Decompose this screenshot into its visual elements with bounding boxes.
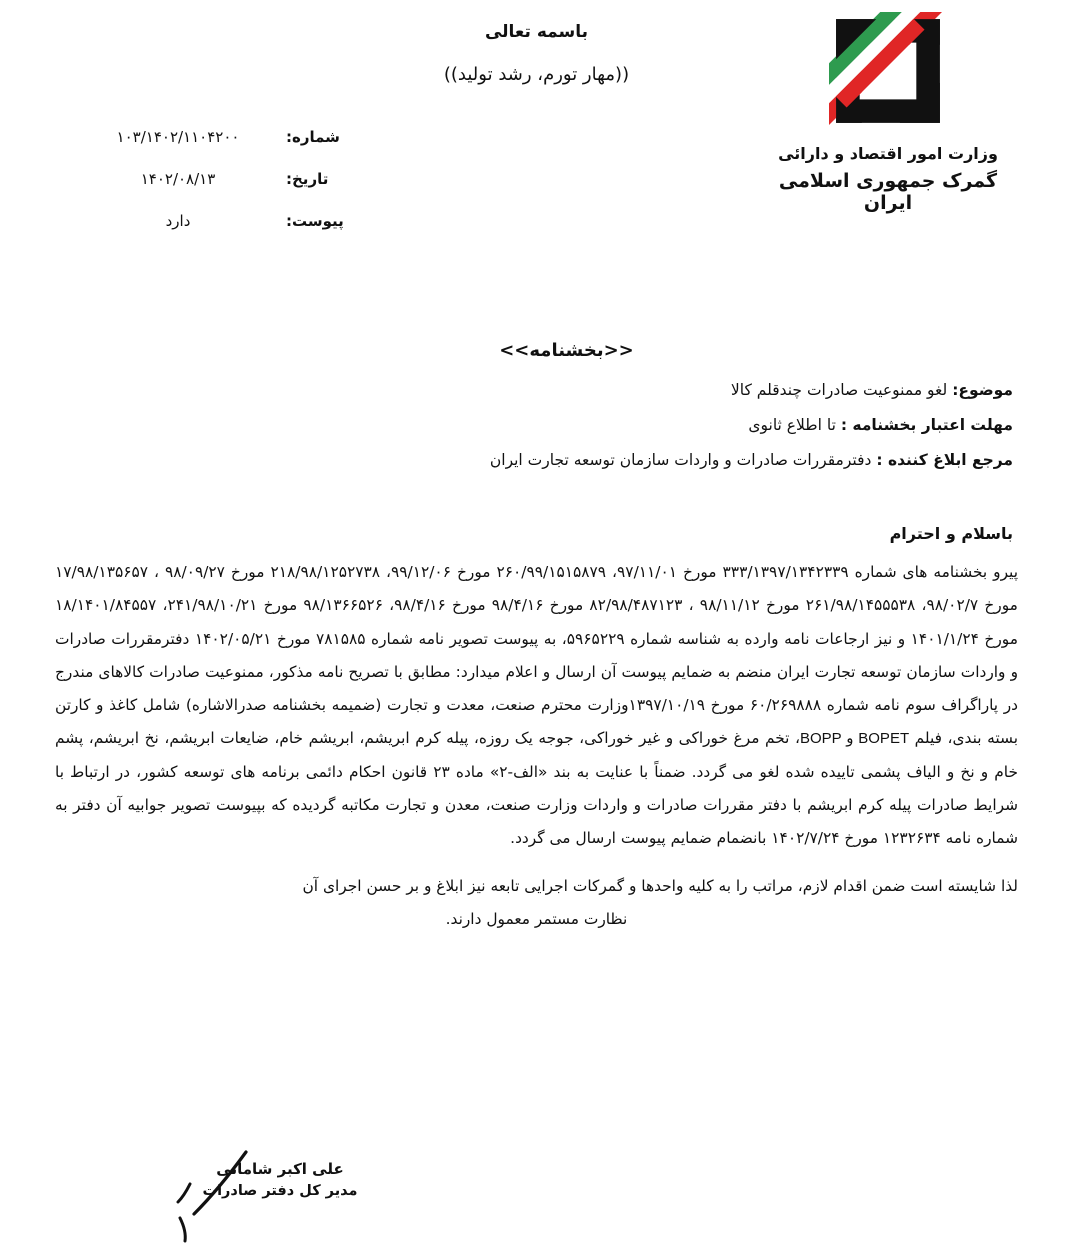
subject-label: موضوع: [952, 381, 1013, 399]
meta-row-attachment [70, 212, 360, 232]
meta-row-date [70, 170, 360, 190]
attachment-label: پیوست: [286, 212, 344, 230]
closing-head: لذا شایسته است ضمن اقدام لازم، مراتب را به کلیه واحدها و گمرکات اجرایی تابعه نیز ابلاغ و بر حسن اجرای آن [302, 876, 1018, 895]
document-meta [70, 128, 360, 254]
basmala-text: باسمه تعالی [484, 22, 589, 42]
attachment-value: دارد [165, 212, 191, 230]
salutation: باسلام و احترام [889, 524, 1013, 543]
letterhead [0, 0, 1073, 250]
body-part-one: پیرو بخشنامه های شماره ۳۳۳/۱۳۹۷/۱۳۴۲۳۳۹ مورخ ۹۷/۱۱/۰۱، ۲۶۰/۹۹/۱۵۱۵۸۷۹ مورخ ۹۹/۱۲/۰۶، ۲۱۸/۹۸/۱۲۵۲۷۳۸ مورخ ۹۸/۰۹/۲۷ ، ۱۷/۹۸/۱۳۵۶۵۷ مورخ ۹۸/۰۲/۷، ۲۶۱/۹۸/۱۴۵۵۵۳۸ مورخ ۹۸/۱۱/۱۲ ، ۸۲/۹۸/۴۸۷۱۲۳ مورخ ۹۸/۴/۱۶ مورخ ۹۸/۴/۱۶، ۹۸/۱۳۶۶۵۲۶ مورخ ۲۴۱/۹۸/۱۰/۲۱، ۱۸/۱۴۰۱/۸۴۵۵۷ مورخ ۱۴۰۱/۱/۲۴ و نیز ارجاعات نامه وارده به شناسه شماره ۵۹۶۵۲۲۹، به پیوست تصویر نامه شماره ۷۸۱۵۸۵ مورخ ۱۴۰۲/۰۵/۲۱ دفترمقررات صادرات و واردات سازمان توسعه تجارت ایران منضم به ضمایم پیوست آن ارسال و اعلام میدارد: مطابق با تصریح نامه مذکور، ممنوعیت صادرات کالاهای مندرج در پاراگراف سوم نامه شماره ۶۰/۲۶۹۸۸۸ مورخ ۱۳۹۷/۱۰/۱۹وزارت محترم صنعت، معدت و تجارت (ضمیمه بخشنامه صدرالاشاره) شامل کاغذ و کارتن بسته بندی، فیلم [55, 563, 1018, 748]
date-value: ۱۴۰۲/۰۸/۱۳ [140, 170, 216, 188]
signature-block [130, 1160, 430, 1199]
subject-block [63, 378, 1013, 483]
subject-value: لغو ممنوعیت صادرات چندقلم کالا [730, 381, 948, 399]
document-title-text: <<بخشنامه>> [499, 340, 634, 361]
signatory-name: علی اکبر شامانی [216, 1160, 344, 1178]
closing-tail: نظارت مستمر معمول دارند. [445, 909, 628, 928]
body-part-two: ، تخم مرغ خوراکی و غیر خوراکی، جوجه یک روزه، پیله کرم ابریشم، ابریشم خام، ضایعات ابریشم، نخ ابریشم، پشم خام و نخ و الیاف پشمی تاییده شده لغو می گردد. ضمناً با عنایت به بند «الف-۲» ماده ۲۳ قانون احکام دائمی برنامه های توسعه کشور، در ارتباط با شرایط صادرات پیله کرم ابریشم با دفتر مقررات صادرات و واردات وزارت صنعت، معدن و تجارت مکاتبه گردیده که بپیوست تصویر جوابیه آن دفتر به شماره نامه ۱۲۳۲۶۳۴ مورخ ۱۴۰۲/۷/۲۴ بانضمام ضمایم پیوست ارسال می گردد. [55, 729, 1018, 848]
validity-line [63, 413, 1013, 438]
latin-product-names: BOPP و BOPET [799, 730, 910, 748]
body-paragraph-closing [55, 870, 1018, 937]
customs-name: گمرک جمهوری اسلامی ایران [778, 170, 998, 214]
validity-label: مهلت اعتبار بخشنامه : [840, 416, 1013, 435]
authority-value: دفترمقررات صادرات و واردات سازمان توسعه تجارت ایران [489, 451, 872, 470]
ministry-name: وزارت امور اقتصاد و دارائی [778, 144, 998, 163]
document-title [0, 340, 1073, 361]
year-slogan: ((مهار تورم، رشد تولید)) [443, 64, 630, 85]
subject-line [63, 378, 1013, 403]
validity-value: تا اطلاع ثانوی [748, 416, 836, 435]
authority-label: مرجع ابلاغ کننده : [876, 451, 1013, 470]
body-text [55, 556, 1018, 942]
iran-customs-logo-icon [829, 12, 947, 130]
organization-identity [758, 12, 1018, 214]
number-label: شماره: [286, 128, 340, 146]
signatory-role: مدیر کل دفتر صادرات [202, 1183, 358, 1199]
authority-line [63, 448, 1013, 473]
date-label: تاریخ: [286, 170, 329, 188]
number-value: ۱۰۳/۱۴۰۲/۱۱۰۴۲۰۰ [116, 128, 240, 146]
meta-row-number [70, 128, 360, 148]
body-paragraph-main [55, 556, 1018, 856]
